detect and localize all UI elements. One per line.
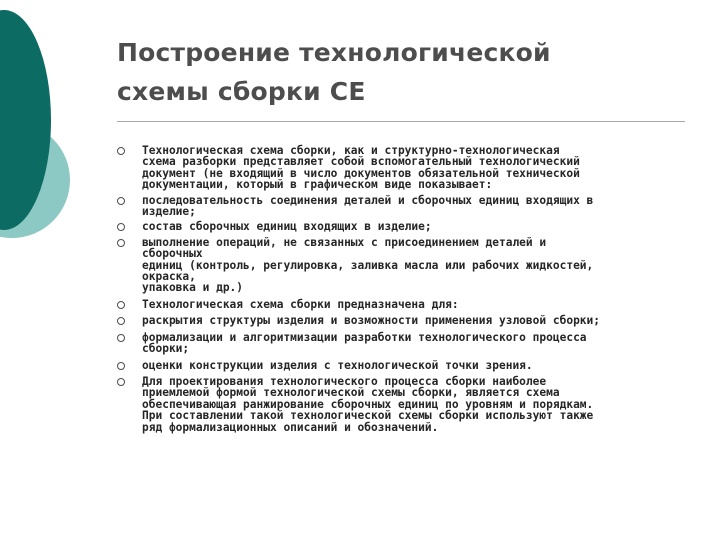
list-item: состав сборочных единиц входящих в изделие;	[117, 221, 687, 232]
list-item: Технологическая схема сборки предназначена для:	[117, 299, 687, 310]
bullet-icon	[117, 334, 125, 342]
bullet-icon	[117, 223, 125, 231]
bullet-icon	[117, 147, 125, 155]
title-divider	[117, 121, 685, 122]
decorative-circles	[0, 0, 110, 300]
list-item: выполнение операций, не связанных с присоединением деталей и сборочных единиц (контроль, регулировка, заливка масла или рабочих жидкостей, окраска, упаковка и др.)	[117, 237, 687, 294]
bullet-icon	[117, 301, 125, 309]
list-item: последовательность соединения деталей и сборочных единиц входящих в изделие;	[117, 195, 687, 218]
list-item: оценки конструкции изделия с технологической точки зрения.	[117, 360, 687, 371]
bullet-list	[117, 145, 687, 433]
title-line-1: Построение технологической	[117, 38, 551, 67]
bullet-icon	[117, 197, 125, 205]
list-item: раскрытия структуры изделия и возможности применения узловой сборки;	[117, 315, 687, 326]
title-line-2: схемы сборки СЕ	[117, 77, 366, 106]
list-item: Технологическая схема сборки, как и структурно-технологическая схема разборки представляет собой вспомогательный технологический документ (не входящий в число документов обязательной технической документации, который в графическом виде показывает:	[117, 145, 687, 191]
list-item: Для проектирования технологического процесса сборки наиболее приемлемой формой технологической схемы сборки, является схема обеспечивающая ранжирование сборочных единиц по уровням и порядкам. При составлении такой технологической схемы сборки используют также ряд формализационных описаний и обозначений.	[117, 376, 687, 433]
slide-title	[117, 33, 677, 111]
bullet-icon	[117, 378, 125, 386]
bullet-icon	[117, 239, 125, 247]
bullet-icon	[117, 362, 125, 370]
bullet-icon	[117, 317, 125, 325]
list-item: формализации и алгоритмизации разработки технологического процесса сборки;	[117, 332, 687, 355]
